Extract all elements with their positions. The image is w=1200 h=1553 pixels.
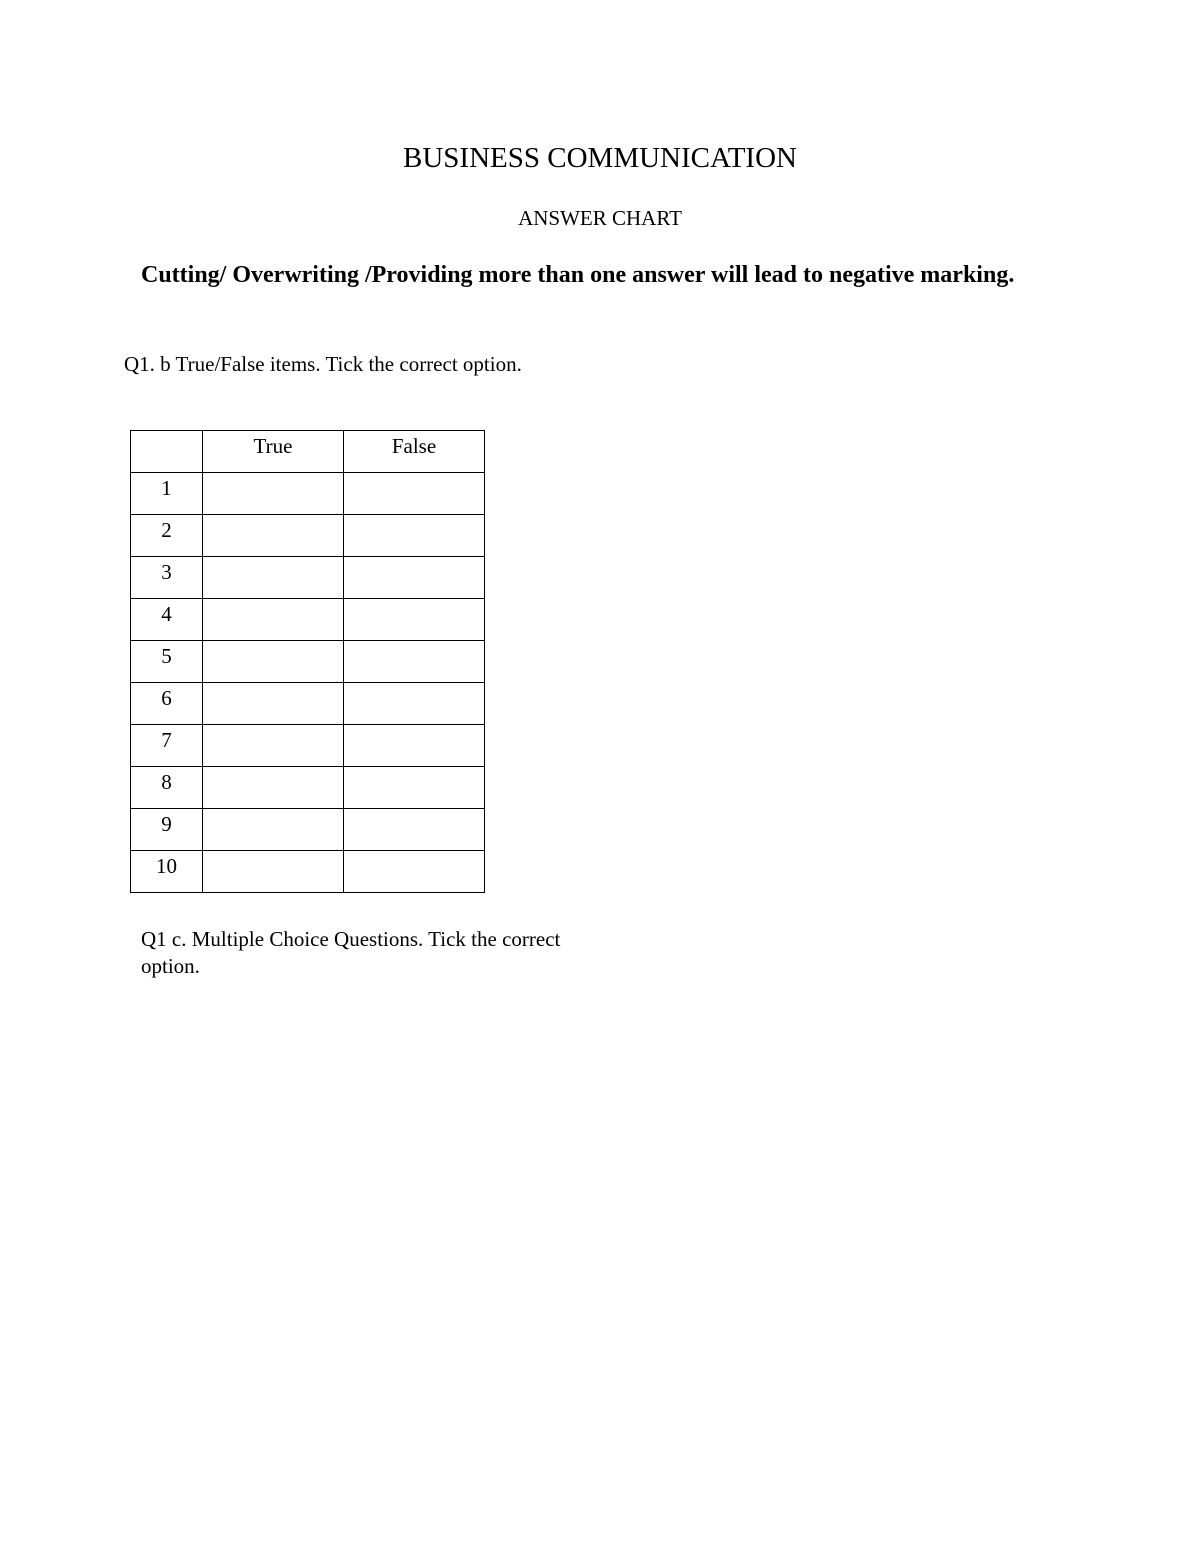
true-answer-cell[interactable] [203,557,344,599]
true-answer-cell[interactable] [203,599,344,641]
document-subtitle: ANSWER CHART [518,206,682,230]
table-row [131,767,485,809]
table-row [131,809,485,851]
table-row [131,473,485,515]
table-row [131,851,485,893]
true-false-answer-table [130,430,485,893]
table-row [131,599,485,641]
false-answer-cell[interactable] [344,599,485,641]
question-number: 5 [131,641,203,683]
true-answer-cell[interactable] [203,515,344,557]
header-false: False [344,431,485,473]
table-row [131,557,485,599]
table-row [131,515,485,557]
false-answer-cell[interactable] [344,809,485,851]
true-answer-cell[interactable] [203,473,344,515]
question-number: 9 [131,809,203,851]
false-answer-cell[interactable] [344,767,485,809]
true-answer-cell[interactable] [203,725,344,767]
negative-marking-warning: Cutting/ Overwriting /Providing more than one answer will lead to negative marking. [141,262,1015,288]
false-answer-cell[interactable] [344,641,485,683]
question-number: 4 [131,599,203,641]
true-answer-cell[interactable] [203,767,344,809]
true-answer-cell[interactable] [203,641,344,683]
table-header-row [131,431,485,473]
false-answer-cell[interactable] [344,473,485,515]
question-number: 7 [131,725,203,767]
question-number: 2 [131,515,203,557]
question-number: 8 [131,767,203,809]
question-number: 3 [131,557,203,599]
table-row [131,641,485,683]
false-answer-cell[interactable] [344,557,485,599]
true-answer-cell[interactable] [203,851,344,893]
false-answer-cell[interactable] [344,683,485,725]
question-number: 6 [131,683,203,725]
true-answer-cell[interactable] [203,683,344,725]
q1b-instruction: Q1. b True/False items. Tick the correct option. [124,352,522,376]
q1c-instruction: Q1 c. Multiple Choice Questions. Tick the correct option. [141,927,561,978]
table-row [131,683,485,725]
true-answer-cell[interactable] [203,809,344,851]
false-answer-cell[interactable] [344,851,485,893]
question-number: 10 [131,851,203,893]
false-answer-cell[interactable] [344,725,485,767]
header-question-number [131,431,203,473]
table-row [131,725,485,767]
false-answer-cell[interactable] [344,515,485,557]
header-true: True [203,431,344,473]
question-number: 1 [131,473,203,515]
document-title: BUSINESS COMMUNICATION [403,142,797,174]
